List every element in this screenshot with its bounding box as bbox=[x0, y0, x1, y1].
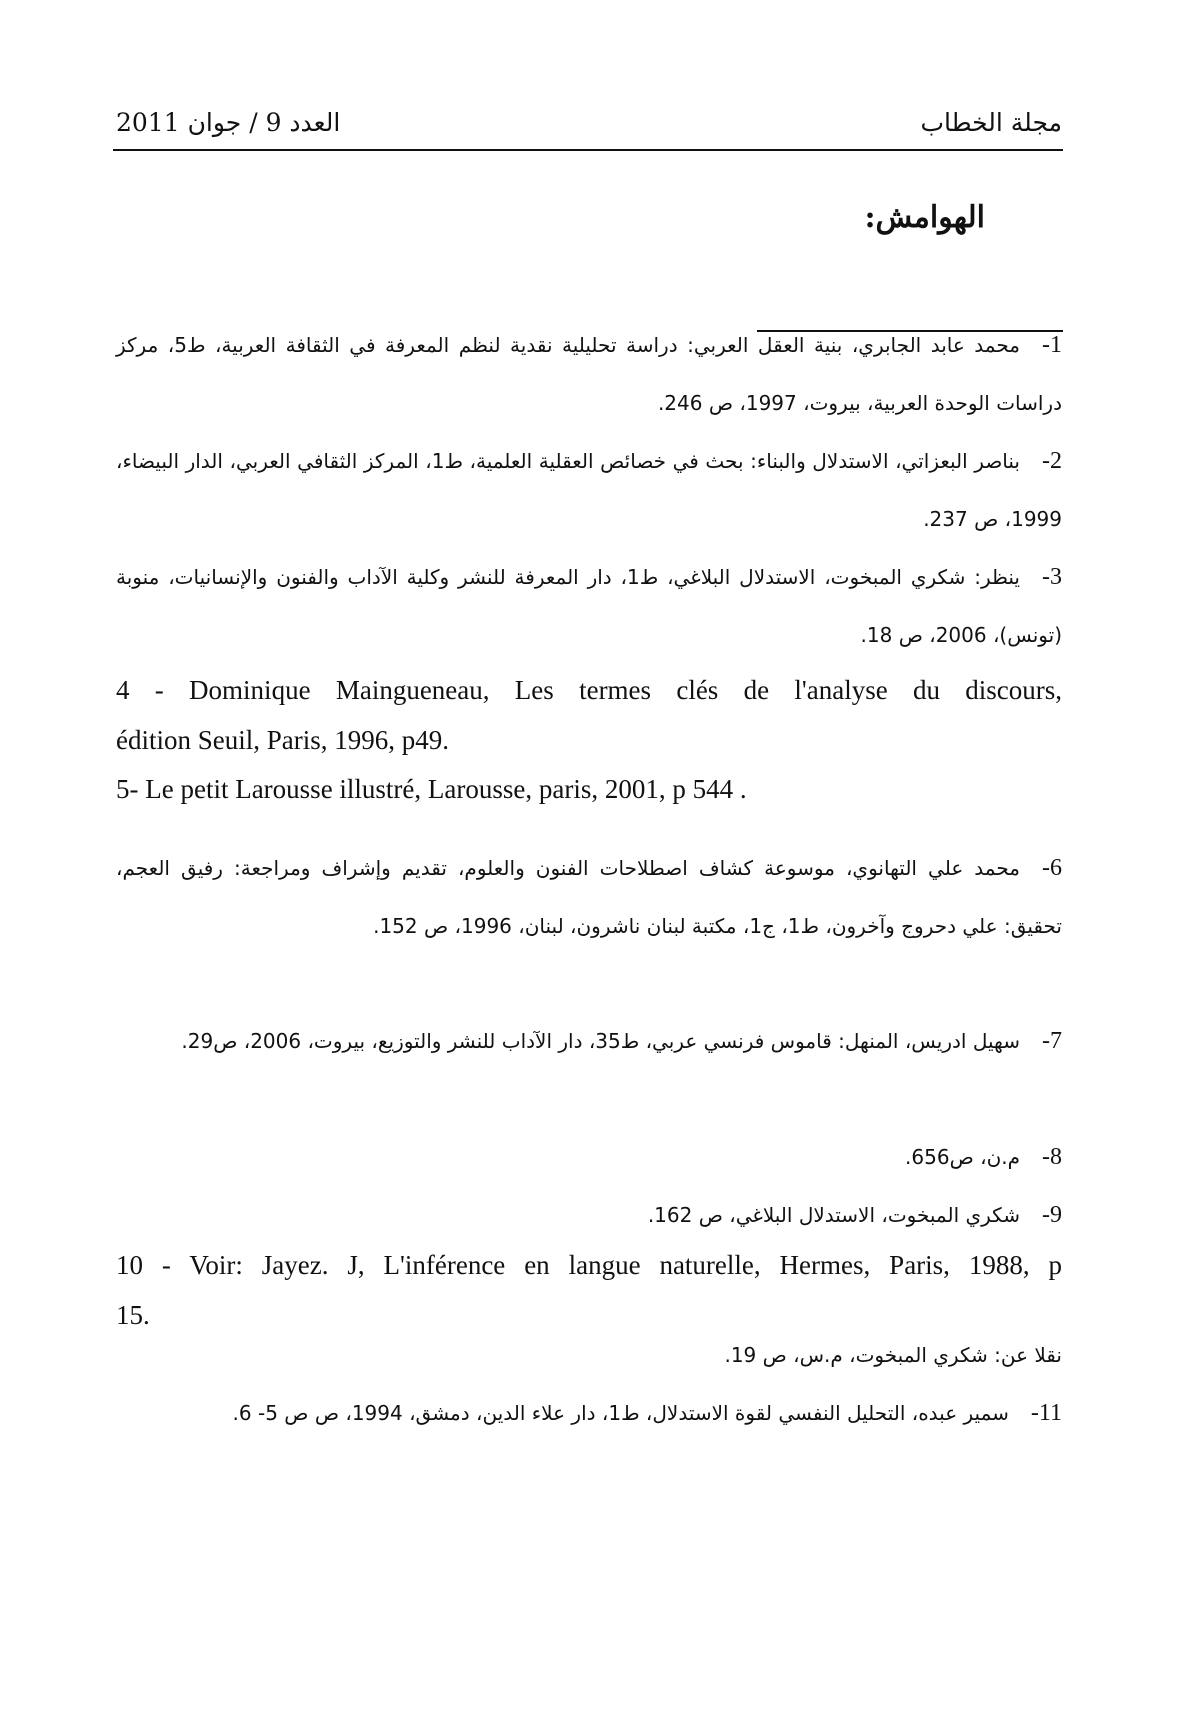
footnote-text: محمد عابد الجابري، بنية العقل العربي: دراسة تحليلية نقدية لنظم المعرفة في الثقافة العربية، ط5، مركز دراسات الوحدة العربية، بيروت، 1997، ص 246. bbox=[116, 333, 1062, 415]
header-divider bbox=[113, 149, 1063, 151]
footnote-text: سهيل ادريس، المنهل: قاموس فرنسي عربي، ط35، دار الآداب للنشر والتوزيع، بيروت، 2006، ص29. bbox=[181, 1029, 1020, 1053]
running-header bbox=[116, 108, 1062, 150]
footnote-number: 3- bbox=[1041, 564, 1062, 590]
footnote-8 bbox=[116, 1128, 1062, 1186]
footnote-4 bbox=[116, 665, 1062, 765]
footnote-2 bbox=[116, 432, 1062, 548]
footnote-10-source bbox=[116, 1326, 1062, 1384]
footnote-6 bbox=[116, 839, 1062, 955]
footnote-text: ينظر: شكري المبخوت، الاستدلال البلاغي، ط1، دار المعرفة للنشر وكلية الآداب والفنون والإنسانيات، منوبة (تونس)، 2006، ص 18. bbox=[116, 565, 1062, 647]
footnote-text: سمير عبده، التحليل النفسي لقوة الاستدلال، ط1، دار علاء الدين، دمشق، 1994، ص ص 5- 6. bbox=[232, 1401, 1009, 1425]
footnote-text: نقلا عن: شكري المبخوت، م.س، ص 19. bbox=[724, 1343, 1062, 1367]
footnote-number: 11- bbox=[1030, 1400, 1062, 1426]
journal-name: مجلة الخطاب bbox=[920, 108, 1062, 137]
footnote-text: بناصر البعزاتي، الاستدلال والبناء: بحث في خصائص العقلية العلمية، ط1، المركز الثقافي العربي، الدار البيضاء، 1999، ص 237. bbox=[116, 449, 1062, 531]
footnote-line: 5- Le petit Larousse illustré, Larousse, paris, 2001, p 544 . bbox=[116, 774, 747, 804]
footnote-line: 10 - Voir: Jayez. J, L'inférence en langue naturelle, Hermes, Paris, 1988, p bbox=[116, 1250, 1062, 1280]
footnote-number: 7- bbox=[1042, 1028, 1062, 1054]
footnote-number: 6- bbox=[1042, 855, 1062, 881]
issue-info: العدد 9 / جوان 2011 bbox=[116, 108, 341, 137]
footnote-line: édition Seuil, Paris, 1996, p49. bbox=[116, 725, 449, 755]
footnote-text: م.ن، ص656. bbox=[905, 1145, 1020, 1169]
footnote-number: 1- bbox=[1042, 332, 1062, 358]
footnote-line: 4 - Dominique Maingueneau, Les termes clés de l'analyse du discours, bbox=[116, 675, 1062, 705]
footnote-number: 2- bbox=[1042, 448, 1062, 474]
footnote-3 bbox=[116, 548, 1062, 664]
footnote-9 bbox=[116, 1186, 1062, 1244]
notes-title: الهوامش: bbox=[864, 200, 985, 235]
footnote-number: 9- bbox=[1042, 1202, 1062, 1228]
footnote-7 bbox=[116, 1012, 1062, 1070]
footnote-number: 8- bbox=[1042, 1144, 1062, 1170]
footnote-1 bbox=[116, 316, 1062, 432]
footnote-10 bbox=[116, 1240, 1062, 1340]
footnote-text: محمد علي التهانوي، موسوعة كشاف اصطلاحات الفنون والعلوم، تقديم وإشراف ومراجعة: رفيق العجم، تحقيق: علي دحروج وآخرون، ط1، ج1، مكتبة لبنان ناشرون، لبنان، 1996، ص 152. bbox=[116, 856, 1062, 938]
footnote-line: 15. bbox=[116, 1300, 150, 1330]
footnote-text: شكري المبخوت، الاستدلال البلاغي، ص 162. bbox=[647, 1203, 1020, 1227]
footnote-5 bbox=[116, 764, 1062, 814]
footnote-11 bbox=[116, 1384, 1062, 1442]
